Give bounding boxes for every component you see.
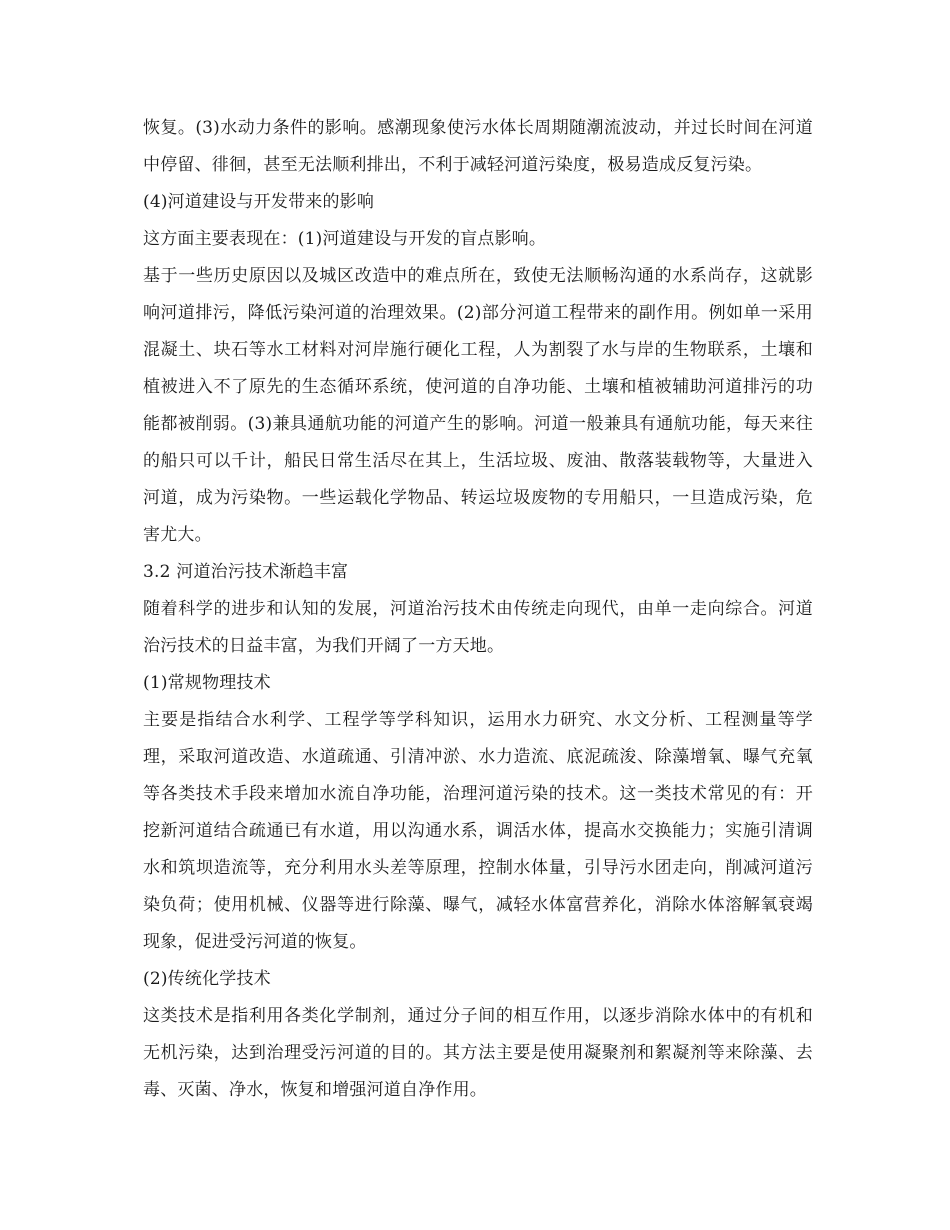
document-body (143, 110, 813, 1109)
paragraph-construction-details: 基于一些历史原因以及城区改造中的难点所在，致使无法顺畅沟通的水系尚存，这就影响河道排污，降低污染河道的治理效果。(2)部分河道工程带来的副作用。例如单一采用混凝土、块石等水工材料对河岸施行硬化工程，人为割裂了水与岸的生物联系，土壤和植被进入不了原先的生态循环系统，使河道的自净功能、土壤和植被辅助河道排污的功能都被削弱。(3)兼具通航功能的河道产生的影响。河道一般兼具有通航功能，每天来往的船只可以千计，船民日常生活尽在其上，生活垃圾、废油、散落装载物等，大量进入河道，成为污染物。一些运载化学物品、转运垃圾废物的专用船只，一旦造成污染，危害尤大。 (143, 266, 813, 545)
paragraph-continuation-hydrodynamics: 恢复。(3)水动力条件的影响。感潮现象使污水体长周期随潮流波动，并过长时间在河道中停留、徘徊，甚至无法顺利排出，不利于减轻河道污染度，极易造成反复污染。 (143, 118, 813, 175)
paragraph-construction-intro: 这方面主要表现在：(1)河道建设与开发的盲点影响。 (143, 229, 547, 249)
paragraph-chemical-technology: 这类技术是指利用各类化学制剂，通过分子间的相互作用，以逐步消除水体中的有机和无机污染，达到治理受污河道的目的。其方法主要是使用凝聚剂和絮凝剂等来除藻、去毒、灭菌、净水，恢复和增强河道自净作用。 (143, 1006, 813, 1100)
paragraph-physical-technology: 主要是指结合水利学、工程学等学科知识，运用水力研究、水文分析、工程测量等学理，采取河道改造、水道疏通、引清冲淤、水力造流、底泥疏浚、除藻增氧、曝气充氧等各类技术手段来增加水流自净功能，治理河道污染的技术。这一类技术常见的有：开挖新河道结合疏通已有水道，用以沟通水系，调活水体，提高水交换能力；实施引清调水和筑坝造流等，充分利用水头差等原理，控制水体量，引导污水团走向，削减河道污染负荷；使用机械、仪器等进行除藻、曝气，减轻水体富营养化，消除水体溶解氧衰竭现象，促进受污河道的恢复。 (143, 710, 813, 952)
heading-section-3-2: 3.2 河道治污技术渐趋丰富 (143, 562, 349, 582)
heading-river-construction-impact: (4)河道建设与开发带来的影响 (143, 192, 375, 212)
heading-chemical-technology: (2)传统化学技术 (143, 969, 271, 989)
heading-physical-technology: (1)常规物理技术 (143, 673, 271, 693)
paragraph-technology-intro: 随着科学的进步和认知的发展，河道治污技术由传统走向现代，由单一走向综合。河道治污技术的日益丰富，为我们开阔了一方天地。 (143, 599, 813, 656)
